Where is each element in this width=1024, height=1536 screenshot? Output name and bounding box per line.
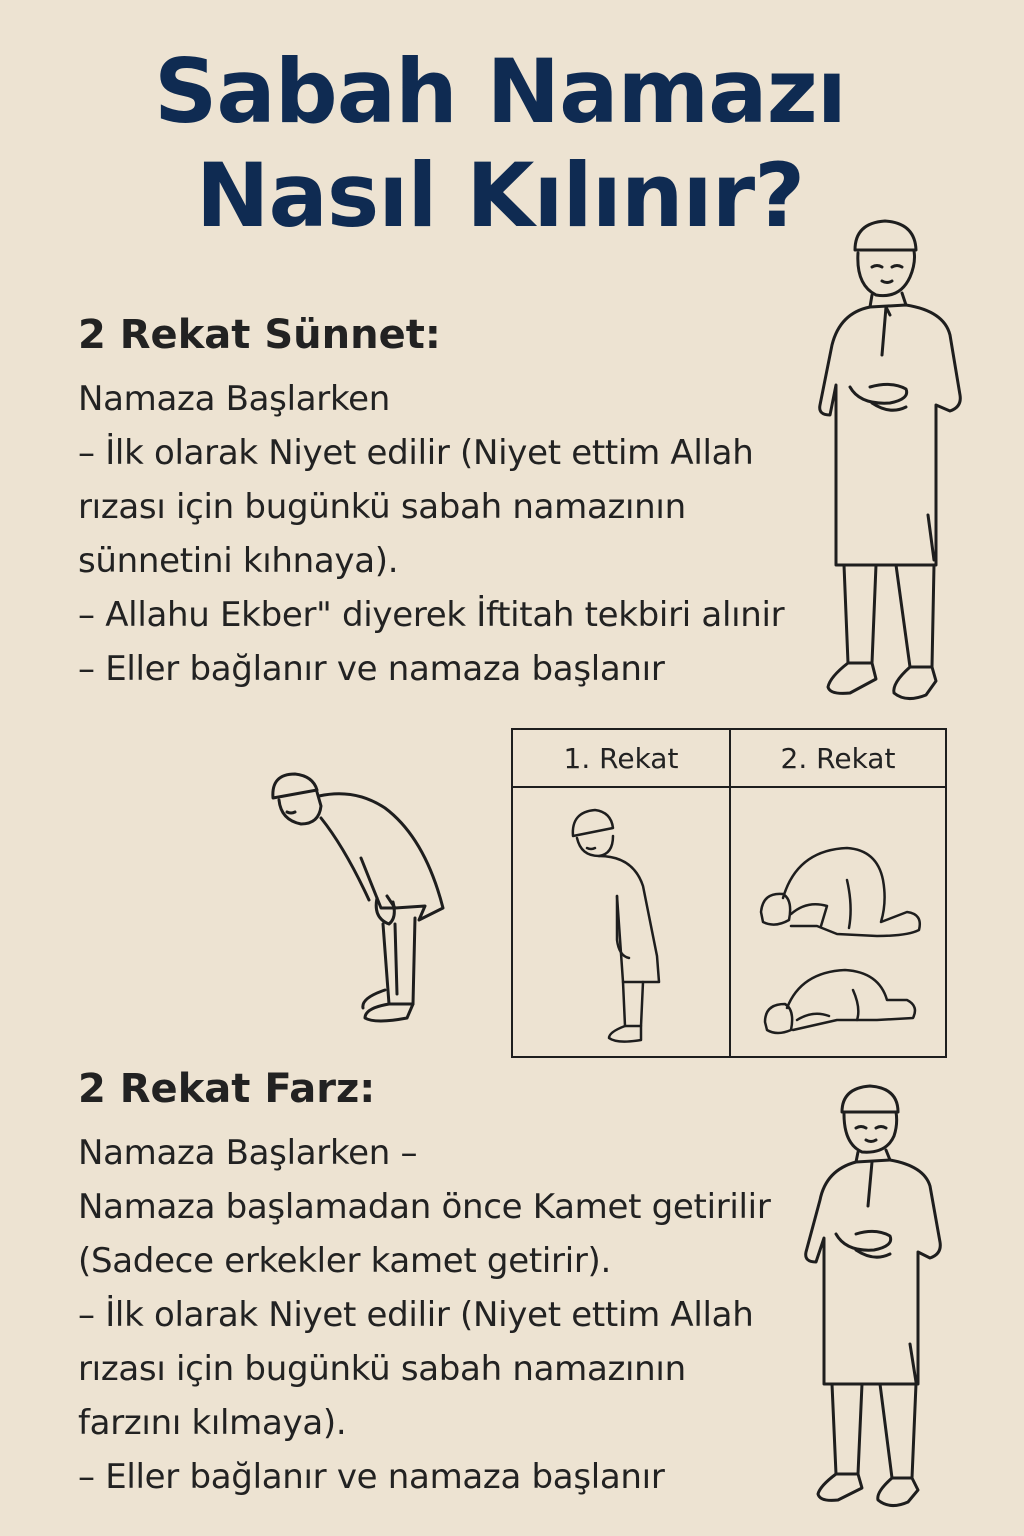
- farz-line: – İlk olarak Niyet edilir (Niyet ettim Allah: [78, 1295, 754, 1335]
- sunnet-line: – Allahu Ekber" diyerek İftitah tekbiri alınir: [78, 595, 785, 635]
- rekat-table: [511, 728, 947, 1058]
- farz-line: Namaza başlamadan önce Kamet getirilir: [78, 1187, 771, 1227]
- title-line-2: Nasıl Kılınır?: [195, 144, 805, 247]
- sunnet-line: rızası için bugünkü sabah namazının: [78, 487, 686, 527]
- sunnet-line: sünnetini kıhnaya).: [78, 541, 399, 581]
- rekat-2-prostration-illustration: [757, 840, 927, 1050]
- standing-figure-illustration: [810, 215, 970, 710]
- farz-instructions: [78, 1126, 771, 1504]
- rekat-table-divider: [729, 730, 731, 1056]
- rekat-column-1-header: 1. Rekat: [513, 730, 729, 788]
- sunnet-line: – Eller bağlanır ve namaza başlanır: [78, 649, 665, 689]
- bowing-figure-illustration: [265, 768, 455, 1028]
- sunnet-line: Namaza Başlarken: [78, 379, 390, 419]
- standing-figure-bottom-illustration: [800, 1082, 950, 1522]
- rekat-1-standing-illustration: [563, 806, 673, 1046]
- farz-line: – Eller bağlanır ve namaza başlanır: [78, 1457, 665, 1497]
- rekat-column-2-header: 2. Rekat: [731, 730, 945, 788]
- farz-line: (Sadece erkekler kamet getirir).: [78, 1241, 611, 1281]
- sunnet-instructions: [78, 372, 784, 696]
- title-line-1: Sabah Namazı: [154, 40, 846, 143]
- sunnet-line: – İlk olarak Niyet edilir (Niyet ettim Allah: [78, 433, 754, 473]
- farz-heading: 2 Rekat Farz:: [78, 1066, 376, 1112]
- farz-line: rızası için bugünkü sabah namazının: [78, 1349, 686, 1389]
- farz-line: Namaza Başlarken –: [78, 1133, 418, 1173]
- sunnet-heading: 2 Rekat Sünnet:: [78, 312, 441, 358]
- farz-line: farzını kılmaya).: [78, 1403, 347, 1443]
